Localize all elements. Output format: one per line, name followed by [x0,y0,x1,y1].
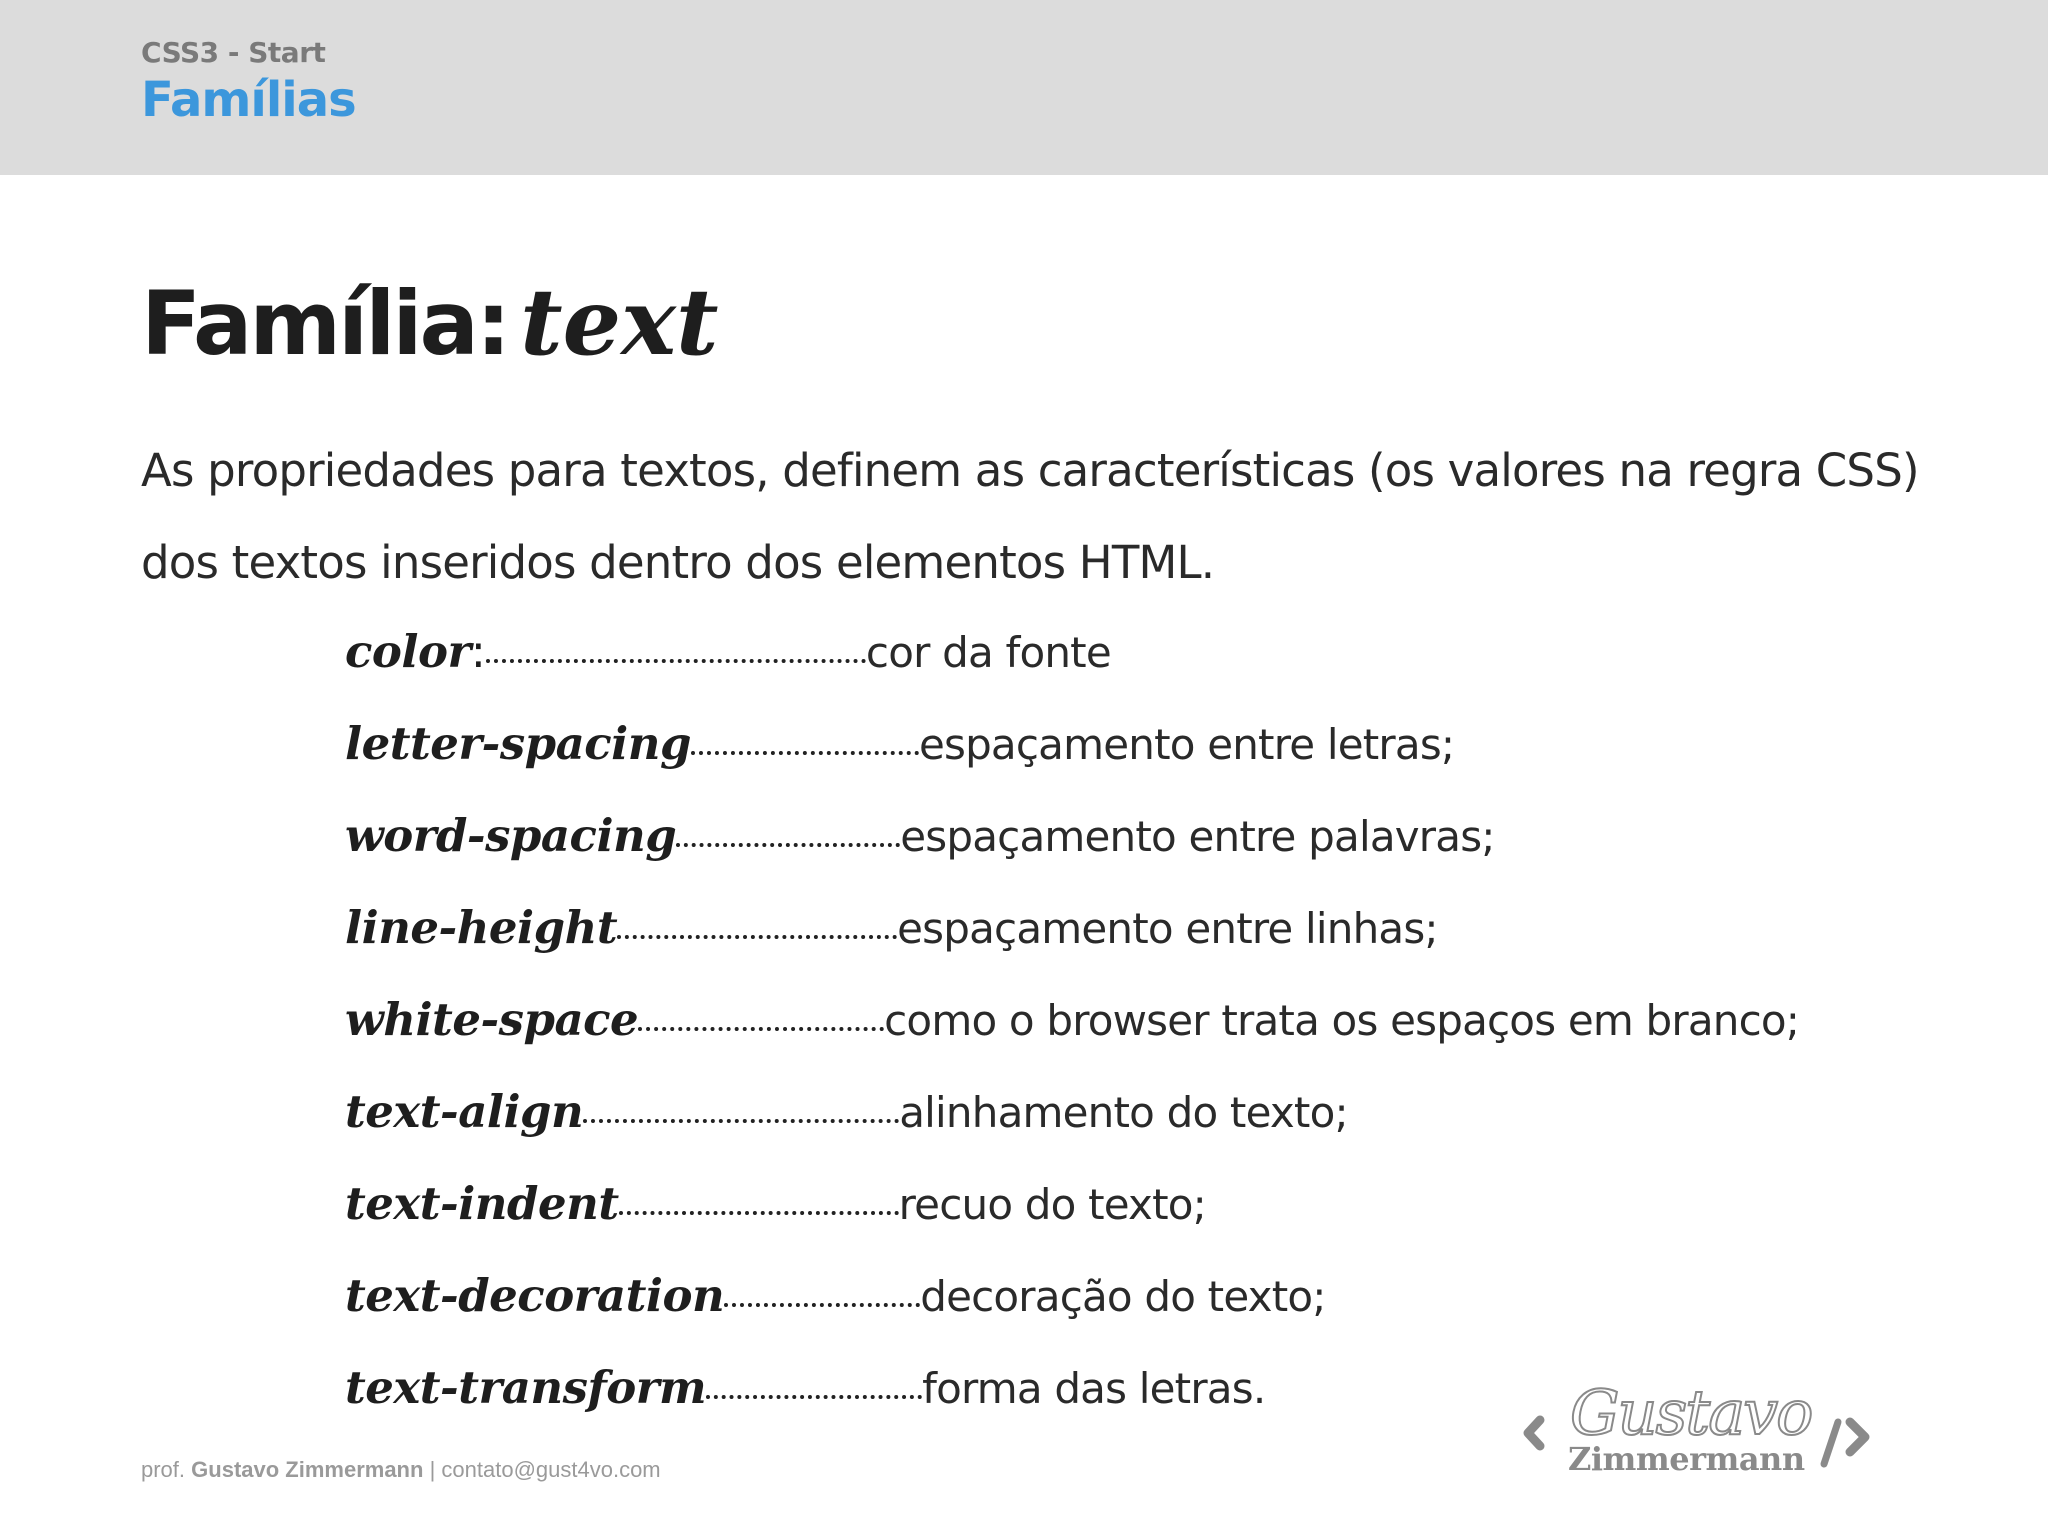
logo-right-chevron-icon [1850,1422,1865,1452]
dot-leader [691,751,919,755]
property-description: espaçamento entre palavras; [900,812,1495,861]
property-description: cor da fonte [865,628,1111,677]
property-list [345,612,1845,1440]
dot-leader [724,1303,920,1307]
dot-leader [486,659,866,663]
property-description: espaçamento entre letras; [918,720,1455,769]
property-item [345,612,1845,704]
dot-leader [638,1027,884,1031]
slide-header [0,0,2048,175]
property-item [345,796,1845,888]
property-name: letter-spacing [345,717,691,770]
dot-leader [619,1211,899,1215]
footer-separator: | [429,1457,436,1482]
dot-leader [617,935,897,939]
property-item [345,980,1845,1072]
dot-leader [706,1395,922,1399]
property-name: color [345,625,471,678]
logo-left-chevron-icon [1528,1420,1540,1446]
property-item [345,1256,1845,1348]
logo-script-name: Gustavo [1570,1376,1812,1449]
property-name: white-space [345,993,639,1046]
author-logo [1518,1370,1888,1480]
property-name: text-decoration [345,1269,725,1322]
property-item [345,1072,1845,1164]
property-description: espaçamento entre linhas; [897,904,1438,953]
property-item [345,888,1845,980]
property-name: text-align [345,1085,584,1138]
footer-author: Gustavo Zimmermann [191,1457,424,1482]
title-prefix: Família: [141,272,509,375]
property-description: alinhamento do texto; [899,1088,1348,1137]
property-item [345,1164,1845,1256]
property-separator: : [470,625,486,678]
footer-prefix: prof. [141,1457,186,1482]
page-title [141,268,718,378]
logo-surname: Zimmermann [1568,1440,1805,1478]
property-name: text-indent [345,1177,619,1230]
property-name: line-height [345,901,618,954]
property-item [345,704,1845,796]
dot-leader [676,843,900,847]
property-name: word-spacing [345,809,677,862]
property-description: como o browser trata os espaços em branco; [884,996,1800,1045]
property-description: decoração do texto; [920,1272,1326,1321]
course-label: CSS3 - Start [141,36,326,69]
section-title: Famílias [141,72,356,128]
title-accent: text [520,268,719,376]
footer-email: contato@gust4vo.com [441,1457,661,1482]
intro-paragraph: As propriedades para textos, definem as características (os valores na regra CSS) dos textos inseridos dentro dos elementos HTML. [141,444,1919,589]
logo-slash-icon [1824,1422,1838,1464]
property-name: text-transform [345,1361,707,1414]
footer-credit [141,1457,661,1483]
dot-leader [583,1119,899,1123]
property-description: recuo do texto; [898,1180,1207,1229]
property-description: forma das letras. [922,1364,1266,1413]
